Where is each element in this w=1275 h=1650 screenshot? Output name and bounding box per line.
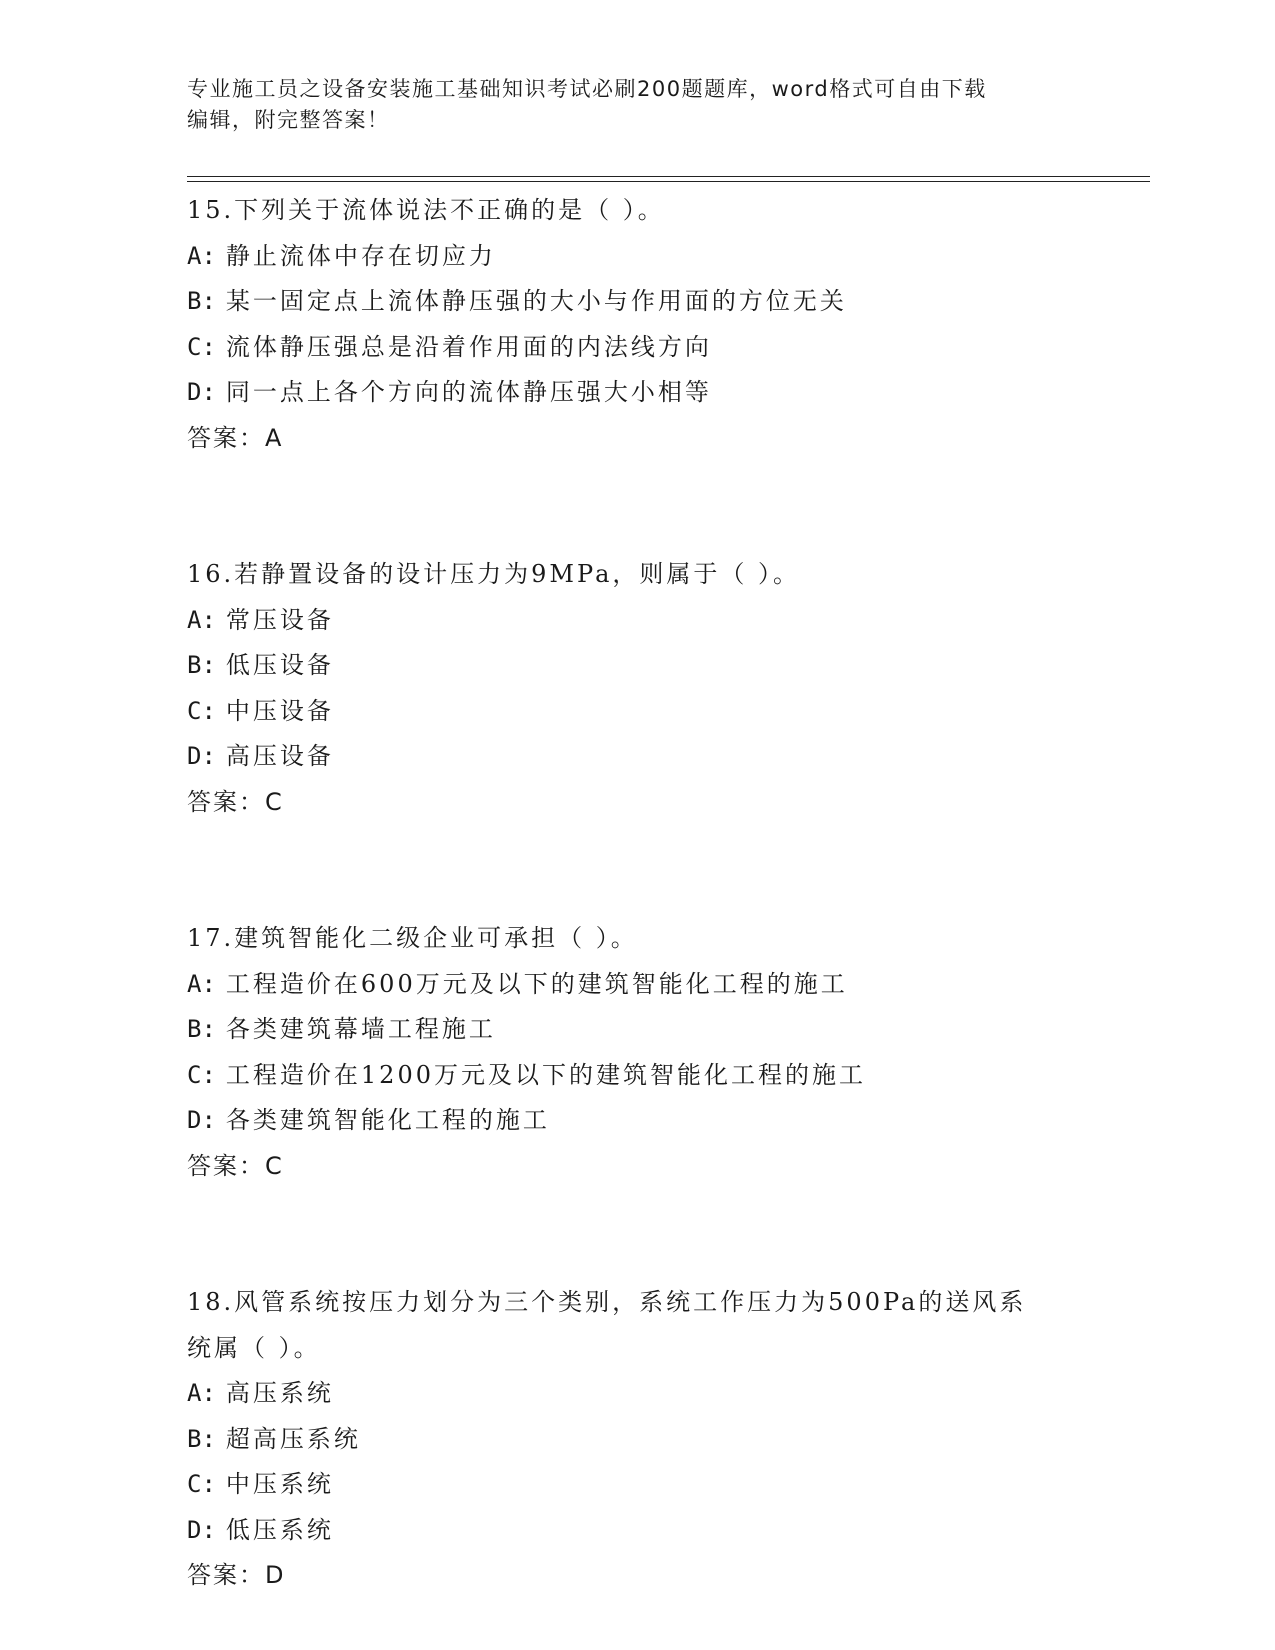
option-text: 中压设备 <box>225 696 334 725</box>
option-letter: A: <box>187 605 216 634</box>
option-letter: C: <box>187 1060 216 1089</box>
option-b <box>187 1007 1150 1053</box>
option-text: 各类建筑智能化工程的施工 <box>225 1106 550 1134</box>
option-letter: D: <box>187 1515 216 1544</box>
question-18 <box>187 1280 1150 1599</box>
option-text: 常压设备 <box>225 605 334 634</box>
option-text: 超高压系统 <box>225 1424 361 1453</box>
option-text: 流体静压强总是沿着作用面的内法线方向 <box>225 332 712 361</box>
option-b <box>187 1417 1150 1463</box>
question-spacer <box>187 825 1150 916</box>
question-list <box>187 188 1150 1599</box>
option-d <box>187 370 1150 416</box>
option-a <box>187 962 1150 1008</box>
option-letter: A: <box>187 1379 216 1407</box>
option-letter: D: <box>187 378 216 406</box>
question-15 <box>187 188 1150 461</box>
answer: 答案：D <box>187 1561 286 1589</box>
option-c <box>187 325 1150 371</box>
option-text: 同一点上各个方向的流体静压强大小相等 <box>225 378 712 406</box>
option-text: 高压系统 <box>225 1379 334 1407</box>
option-d <box>187 1508 1150 1554</box>
answer: 答案：C <box>187 787 284 816</box>
header-divider-top <box>187 176 1150 177</box>
option-letter: B: <box>187 651 216 679</box>
answer: 答案：C <box>187 1151 284 1180</box>
document-header <box>187 74 1087 136</box>
option-text: 低压系统 <box>225 1515 334 1544</box>
option-letter: D: <box>187 742 216 770</box>
option-text: 低压设备 <box>225 651 334 679</box>
option-letter: B: <box>187 287 216 315</box>
option-letter: C: <box>187 1470 216 1498</box>
option-d <box>187 1098 1150 1144</box>
option-letter: C: <box>187 332 216 361</box>
option-c <box>187 1462 1150 1508</box>
question-spacer <box>187 461 1150 552</box>
header-divider-bottom <box>187 181 1150 182</box>
option-letter: D: <box>187 1106 216 1134</box>
option-a <box>187 598 1150 644</box>
question-16 <box>187 552 1150 825</box>
option-text: 静止流体中存在切应力 <box>225 241 496 270</box>
option-letter: A: <box>187 969 216 998</box>
option-b <box>187 643 1150 689</box>
option-c <box>187 689 1150 735</box>
option-a <box>187 1371 1150 1417</box>
option-text: 各类建筑幕墙工程施工 <box>225 1015 496 1043</box>
option-b <box>187 279 1150 325</box>
option-letter: A: <box>187 241 216 270</box>
question-stem: 16.若静置设备的设计压力为9MPa，则属于（ ）。 <box>187 560 801 588</box>
option-text: 高压设备 <box>225 742 334 770</box>
question-spacer <box>187 1189 1150 1280</box>
header-line-1: 专业施工员之设备安装施工基础知识考试必刷200题题库，word格式可自由下载 <box>187 77 987 101</box>
option-text: 某一固定点上流体静压强的大小与作用面的方位无关 <box>225 287 847 315</box>
question-stem: 15.下列关于流体说法不正确的是（ ）。 <box>187 196 665 224</box>
question-stem-line-1: 18.风管系统按压力划分为三个类别，系统工作压力为500Pa的送风系 <box>187 1288 1027 1316</box>
option-text: 中压系统 <box>225 1470 334 1498</box>
option-letter: B: <box>187 1015 216 1043</box>
option-text: 工程造价在600万元及以下的建筑智能化工程的施工 <box>225 969 848 998</box>
question-17 <box>187 916 1150 1189</box>
option-letter: B: <box>187 1424 216 1453</box>
header-line-2: 编辑，附完整答案！ <box>187 108 390 132</box>
option-d <box>187 734 1150 780</box>
option-letter: C: <box>187 696 216 725</box>
answer: 答案：A <box>187 423 284 452</box>
option-c <box>187 1053 1150 1099</box>
question-stem-line-2: 统属（ ）。 <box>187 1333 321 1362</box>
option-a <box>187 234 1150 280</box>
option-text: 工程造价在1200万元及以下的建筑智能化工程的施工 <box>225 1060 866 1089</box>
question-stem: 17.建筑智能化二级企业可承担（ ）。 <box>187 924 638 952</box>
